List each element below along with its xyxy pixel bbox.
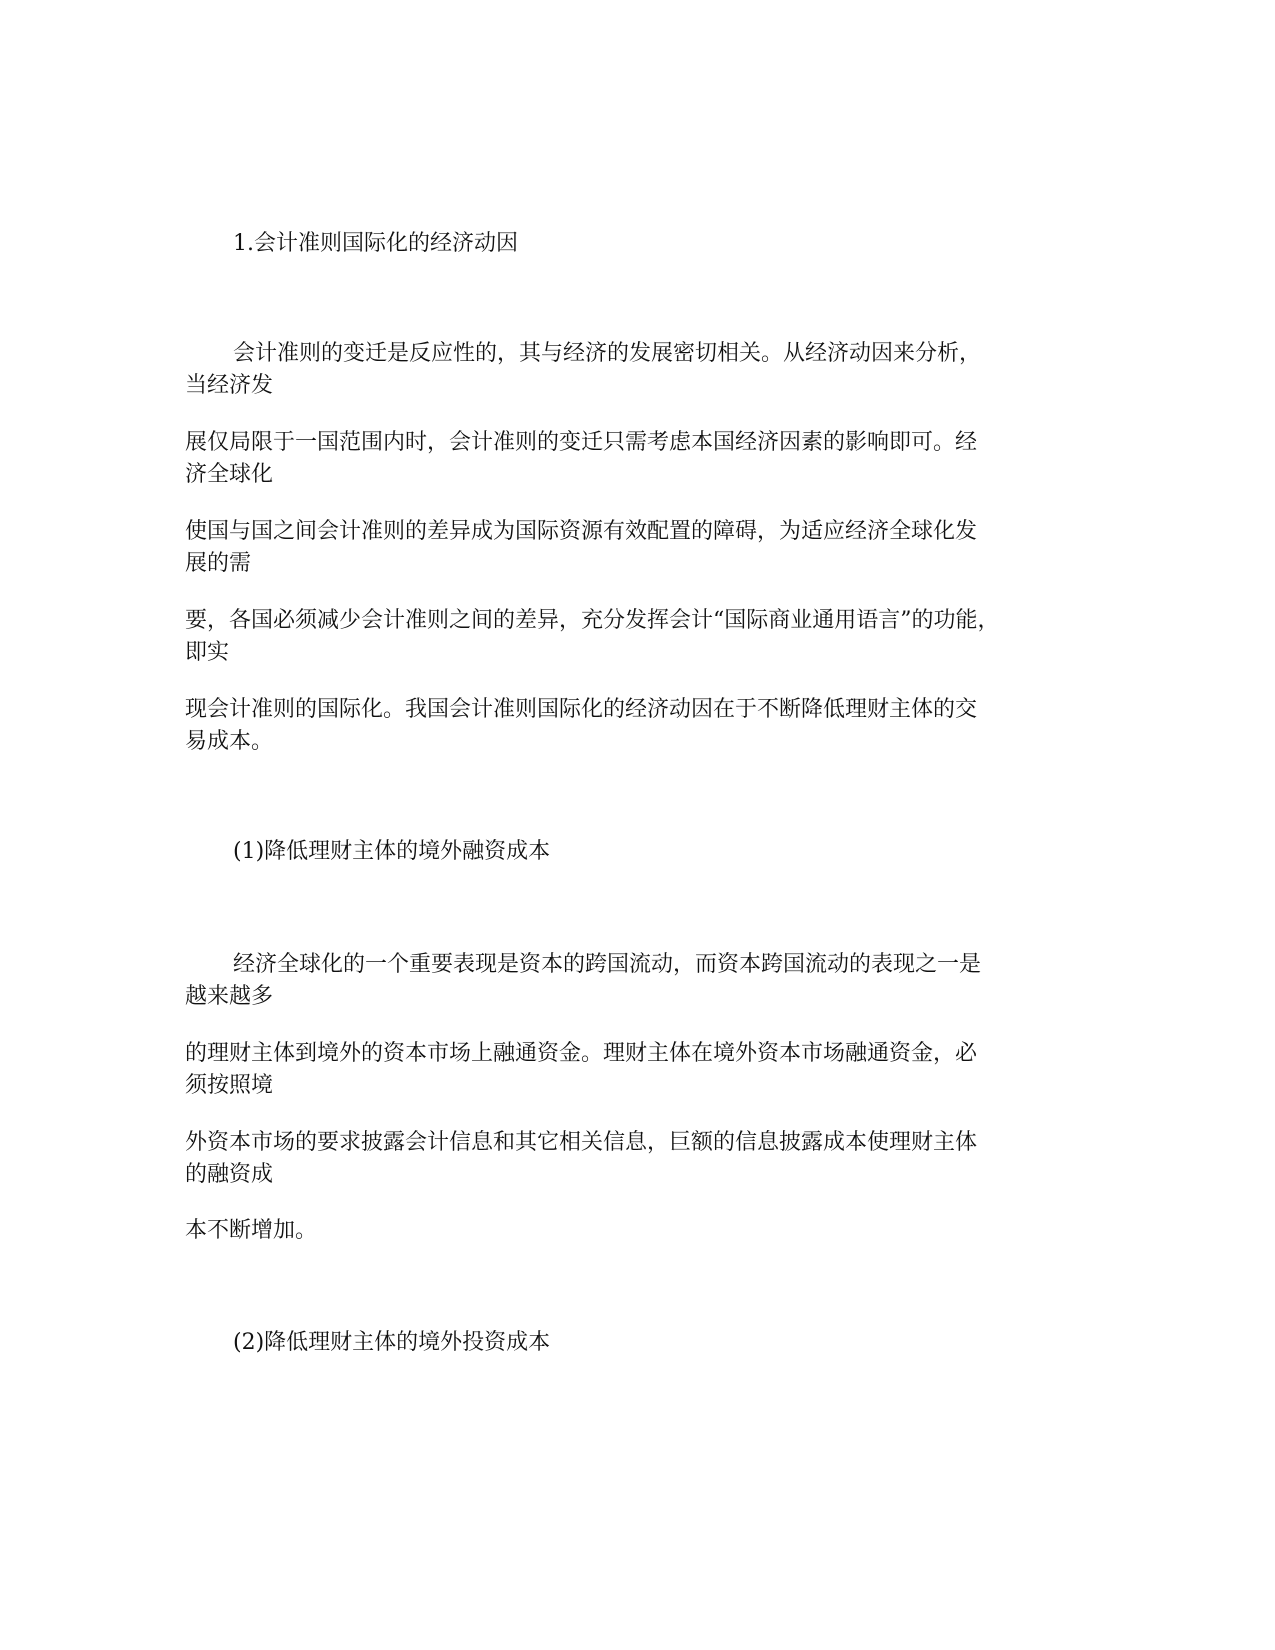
- paragraph-line: 当经济发: [185, 373, 274, 398]
- section-heading-1: 1.会计准则国际化的经济动因: [233, 231, 518, 256]
- paragraph-line: 经济全球化的一个重要表现是资本的跨国流动，而资本跨国流动的表现之一是: [233, 952, 982, 977]
- paragraph-line: 会计准则的变迁是反应性的，其与经济的发展密切相关。从经济动因来分析，: [233, 341, 982, 366]
- paragraph-line: 易成本。: [185, 729, 274, 754]
- paragraph-line: 要，各国必须减少会计准则之间的差异，充分发挥会计“国际商业通用语言”的功能，: [185, 608, 1000, 633]
- paragraph-line: 展仅局限于一国范围内时，会计准则的变迁只需考虑本国经济因素的影响即可。经: [185, 430, 978, 455]
- paragraph-line: 的融资成: [185, 1162, 274, 1187]
- paragraph-line: 外资本市场的要求披露会计信息和其它相关信息，巨额的信息披露成本使理财主体: [185, 1130, 978, 1155]
- paragraph-line: 本不断增加。: [185, 1218, 318, 1243]
- paragraph-line: 的理财主体到境外的资本市场上融通资金。理财主体在境外资本市场融通资金，必: [185, 1041, 978, 1066]
- paragraph-line: 即实: [185, 640, 230, 665]
- paragraph-line: 现会计准则的国际化。我国会计准则国际化的经济动因在于不断降低理财主体的交: [185, 697, 978, 722]
- subsection-heading-1: (1)降低理财主体的境外融资成本: [233, 839, 551, 864]
- paragraph-line: 须按照境: [185, 1073, 274, 1098]
- paragraph-line: 济全球化: [185, 462, 274, 487]
- paragraph-line: 越来越多: [185, 984, 274, 1009]
- paragraph-line: 使国与国之间会计准则的差异成为国际资源有效配置的障碍，为适应经济全球化发: [185, 519, 978, 544]
- paragraph-line: 展的需: [185, 551, 252, 576]
- subsection-heading-2: (2)降低理财主体的境外投资成本: [233, 1330, 551, 1355]
